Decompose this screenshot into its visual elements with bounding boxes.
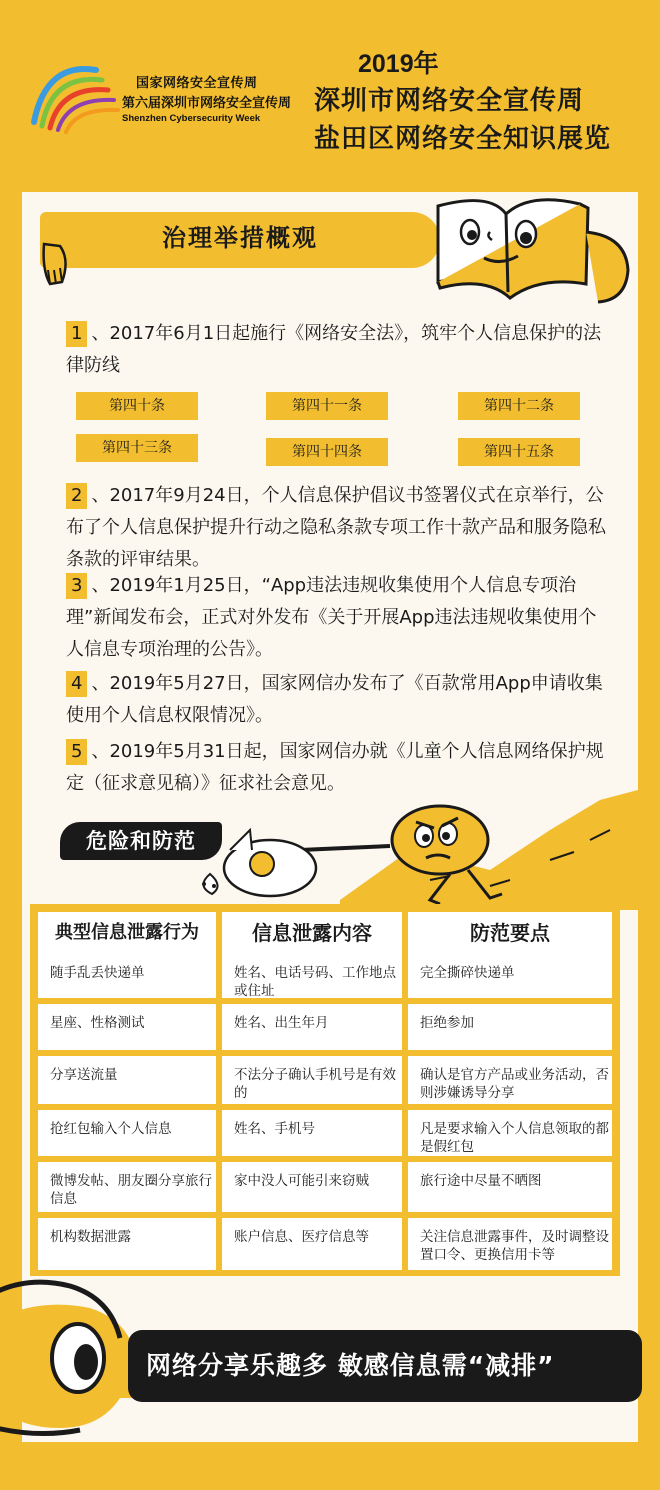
section-1-title: 治理举措概观	[162, 224, 318, 252]
tug-of-war-illustration	[190, 790, 638, 910]
law-article-tag: 第四十五条	[458, 438, 580, 466]
year-label: 2019年	[358, 50, 439, 78]
measure-item-2	[66, 480, 606, 576]
cybersecurity-week-logo	[26, 52, 136, 136]
table-cell-content: 姓名、手机号	[222, 1110, 402, 1156]
item-number: 2	[66, 483, 87, 509]
section-2-title: 危险和防范	[60, 822, 222, 860]
table-cell-prevention: 完全撕碎快递单	[408, 954, 612, 998]
table-cell-behavior: 分享送流量	[38, 1056, 216, 1104]
item-text: 、2019年5月31日起，国家网信办就《儿童个人信息网络保护规定（征求意见稿）》征求社会意见。	[66, 741, 604, 794]
item-text: 、2019年1月25日，“App违法违规收集使用个人信息专项治理”新闻发布会，正式对外发布《关于开展App违法违规收集使用个人信息专项治理的公告》。	[66, 575, 597, 660]
item-number: 4	[66, 671, 87, 697]
measure-item-4	[66, 668, 606, 732]
page-title-line-1: 深圳市网络安全宣传周	[314, 86, 585, 116]
table-header-behavior: 典型信息泄露行为	[38, 912, 216, 954]
item-number: 5	[66, 739, 87, 765]
item-text: 、2017年6月1日起施行《网络安全法》，筑牢个人信息保护的法律防线	[66, 323, 602, 376]
org-line-2: 第六届深圳市网络安全宣传周	[122, 96, 292, 111]
law-article-tag: 第四十三条	[76, 434, 198, 462]
table-cell-prevention: 拒绝参加	[408, 1004, 612, 1050]
table-cell-content: 不法分子确认手机号是有效的	[222, 1056, 402, 1104]
table-header-content: 信息泄露内容	[222, 912, 402, 954]
table-cell-content: 家中没人可能引来窃贼	[222, 1162, 402, 1212]
item-text: 、2019年5月27日，国家网信办发布了《百款常用App申请收集使用个人信息权限情况》。	[66, 673, 603, 726]
table-cell-prevention: 确认是官方产品或业务活动，否则涉嫌诱导分享	[408, 1056, 612, 1104]
table-header-prevention: 防范要点	[408, 912, 612, 954]
measure-item-3	[66, 570, 606, 666]
table-cell-prevention: 凡是要求输入个人信息领取的都是假红包	[408, 1110, 612, 1156]
table-cell-behavior: 抢红包输入个人信息	[38, 1110, 216, 1156]
law-article-tag: 第四十四条	[266, 438, 388, 466]
item-text: 、2017年9月24日，个人信息保护倡议书签署仪式在京举行，公布了个人信息保护提升行动之隐私条款专项工作十款产品和服务隐私条款的评审结果。	[66, 485, 606, 570]
book-mascot-icon	[430, 192, 634, 310]
law-article-tag: 第四十条	[76, 392, 198, 420]
table-cell-behavior: 随手乱丢快递单	[38, 954, 216, 998]
law-article-tag: 第四十一条	[266, 392, 388, 420]
measure-item-1	[66, 318, 606, 382]
org-line-1: 国家网络安全宣传周	[136, 76, 258, 91]
cartoon-hand-icon	[40, 240, 90, 290]
law-article-tag: 第四十二条	[458, 392, 580, 420]
footer-slogan: 网络分享乐趣多 敏感信息需“减排”	[146, 1351, 555, 1380]
header	[0, 0, 660, 190]
page-title-line-2: 盐田区网络安全知识展览	[314, 124, 612, 154]
org-line-english: Shenzhen Cybersecurity Week	[122, 113, 261, 124]
table-cell-prevention: 旅行途中尽量不晒图	[408, 1162, 612, 1212]
table-cell-behavior: 机构数据泄露	[38, 1218, 216, 1270]
item-number: 3	[66, 573, 87, 599]
table-cell-behavior: 星座、性格测试	[38, 1004, 216, 1050]
table-cell-content: 姓名、电话号码、工作地点或住址	[222, 954, 402, 998]
table-cell-content: 账户信息、医疗信息等	[222, 1218, 402, 1270]
table-cell-prevention: 关注信息泄露事件，及时调整设置口令、更换信用卡等	[408, 1218, 612, 1270]
table-cell-content: 姓名、出生年月	[222, 1004, 402, 1050]
item-number: 1	[66, 321, 87, 347]
table-cell-behavior: 微博发帖、朋友圈分享旅行信息	[38, 1162, 216, 1212]
